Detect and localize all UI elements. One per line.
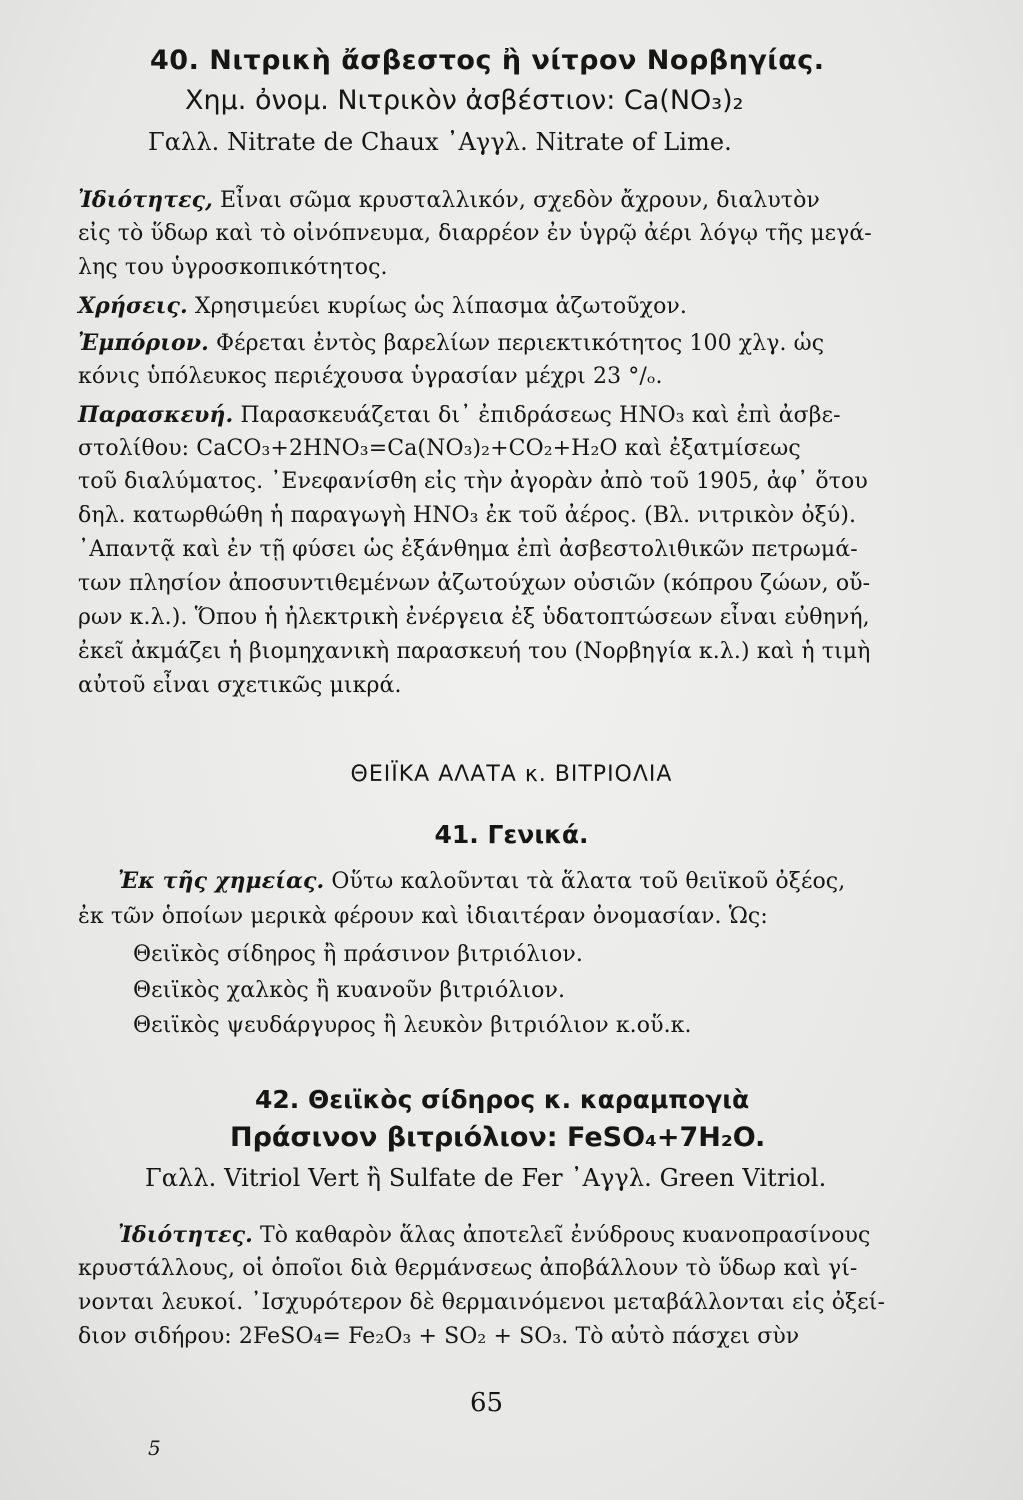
section-40-prep-line-3: τοῦ διαλύματος. ᾿Ενεφανίσθη εἰς τὴν ἀγορὰν ἀπὸ τοῦ 1905, ἀφ᾿ ὅτου	[78, 469, 868, 494]
section-42-properties-line-3: νονται λευκοί. ᾿Ισχυρότερον δὲ θερμαινόμενοι μεταβάλλονται εἰς ὀξεί-	[78, 1290, 886, 1315]
section-40-prep-line-9: αὐτοῦ εἶναι σχετικῶς μικρά.	[78, 673, 402, 698]
section-40-properties-line-3: λης του ὑγροσκοπικότητος.	[78, 255, 388, 280]
section-42-foreign-names: Γαλλ. Vitriol Vert ἢ Sulfate de Fer ᾿Αγγλ. Green Vitriol.	[145, 1164, 827, 1192]
section-42-properties-line-2: κρυστάλλους, οἱ ὁποῖοι διὰ θερμάνσεως ἀποβάλλουν τὸ ὕδωρ καὶ γί-	[78, 1256, 858, 1281]
uses-label: Χρήσεις.	[78, 293, 188, 319]
section-40-prep-line-1: Παρασκευή. Παρασκευάζεται δι᾿ ἐπιδράσεως HNO₃ καὶ ἐπὶ ἀσβε-	[78, 402, 841, 428]
properties-label: Ἰδιότητες.	[118, 1222, 253, 1248]
section-41-line-1: Ἐκ τῆς χημείας. Οὕτω καλοῦνται τὰ ἅλατα τοῦ θειϊκοῦ ὀξέος,	[118, 868, 846, 894]
section-40-trade-line-1: Ἐμπόριον. Φέρεται ἐντὸς βαρελίων περιεκτικότητος 100 χλγ. ὡς	[78, 330, 825, 356]
section-40-prep-line-2: στολίθου: CaCO₃+2HNO₃=Ca(NO₃)₂+CO₂+H₂O καὶ ἐξατμίσεως	[78, 436, 801, 461]
chem-label: Ἐκ τῆς χημείας.	[118, 868, 325, 894]
section-40-title: 40. Νιτρικὴ ἄσβεστος ἢ νίτρον Νορβηγίας.	[150, 45, 825, 76]
section-40-prep-line-6: των πλησίον ἀποσυντιθεμένων ἀζωτούχων οὐσιῶν (κόπρου ζώων, οὔ-	[78, 571, 871, 596]
page-number: 65	[470, 1388, 504, 1418]
trade-label: Ἐμπόριον.	[78, 330, 209, 356]
signature-mark: 5	[148, 1436, 161, 1460]
section-42-properties-line-1: Ἰδιότητες. Τὸ καθαρὸν ἅλας ἀποτελεῖ ἐνύδρους κυανοπρασίνους	[118, 1222, 871, 1248]
section-40-prep-line-5: ᾿Απαντᾷ καὶ ἐν τῇ φύσει ὡς ἐξάνθημα ἐπὶ ἀσβεστολιθικῶν πετρωμά-	[78, 537, 858, 562]
section-40-foreign-names: Γαλλ. Nitrate de Chaux ᾿Αγγλ. Nitrate of Lime.	[148, 128, 732, 156]
section-42-properties-line-4: διον σιδήρου: 2FeSO₄= Fe₂O₃ + SO₂ + SO₃. Τὸ αὐτὸ πάσχει σὺν	[78, 1324, 800, 1349]
section-41-line-2: ἐκ τῶν ὁποίων μερικὰ φέρουν καὶ ἰδιαιτέραν ὀνομασίαν. Ὡς:	[78, 904, 768, 929]
section-41-list-item: Θειϊκὸς χαλκὸς ἢ κυανοῦν βιτριόλιον.	[133, 978, 566, 1003]
chapter-heading: ΘΕΙΪΚΑ ΑΛΑΤΑ κ. ΒΙΤΡΙΟΛΙΑ	[350, 762, 673, 787]
section-40-properties-line-2: εἰς τὸ ὕδωρ καὶ τὸ οἰνόπνευμα, διαρρέον ἐν ὑγρῷ ἀέρι λόγῳ τῆς μεγά-	[78, 221, 872, 246]
section-40-prep-line-4: δηλ. κατωρθώθη ἡ παραγωγὴ HNO₃ ἐκ τοῦ ἀέρος. (Βλ. νιτρικὸν ὀξύ).	[78, 503, 857, 528]
section-40-uses: Χρήσεις. Χρησιμεύει κυρίως ὡς λίπασμα ἀζωτοῦχον.	[78, 293, 687, 319]
section-40-trade-line-2: κόνις ὑπόλευκος περιέχουσα ὑγρασίαν μέχρι 23 °/ₒ.	[78, 364, 663, 389]
properties-label: Ἰδιότητες,	[78, 187, 213, 213]
section-41-title: 41. Γενικά.	[434, 820, 589, 849]
section-40-chem-name: Χημ. ὀνομ. Νιτρικὸν ἀσβέστιον: Ca(NO₃)₂	[185, 85, 744, 116]
section-40-prep-line-7: ρων κ.λ.). Ὅπου ἡ ἠλεκτρικὴ ἐνέργεια ἐξ ὑδατοπτώσεων εἶναι εὐθηνή,	[78, 605, 870, 630]
section-41-list-item: Θειϊκὸς ψευδάργυρος ἢ λευκὸν βιτριόλιον κ.οὕ.κ.	[133, 1013, 692, 1038]
section-40-prep-line-8: ἐκεῖ ἀκμάζει ἡ βιομηχανικὴ παρασκευή του (Νορβηγία κ.λ.) καὶ ἡ τιμὴ	[78, 639, 871, 664]
section-42-subtitle: Πράσινον βιτριόλιον: FeSO₄+7H₂O.	[230, 1122, 766, 1153]
prep-label: Παρασκευή.	[78, 402, 234, 428]
section-42-title: 42. Θειϊκὸς σίδηρος κ. καραμπογιὰ	[255, 1085, 750, 1114]
section-40-properties-line-1: Ἰδιότητες, Εἶναι σῶμα κρυσταλλικόν, σχεδὸν ἄχρουν, διαλυτὸν	[78, 187, 820, 213]
section-41-list-item: Θειϊκὸς σίδηρος ἢ πράσινον βιτριόλιον.	[133, 942, 583, 967]
